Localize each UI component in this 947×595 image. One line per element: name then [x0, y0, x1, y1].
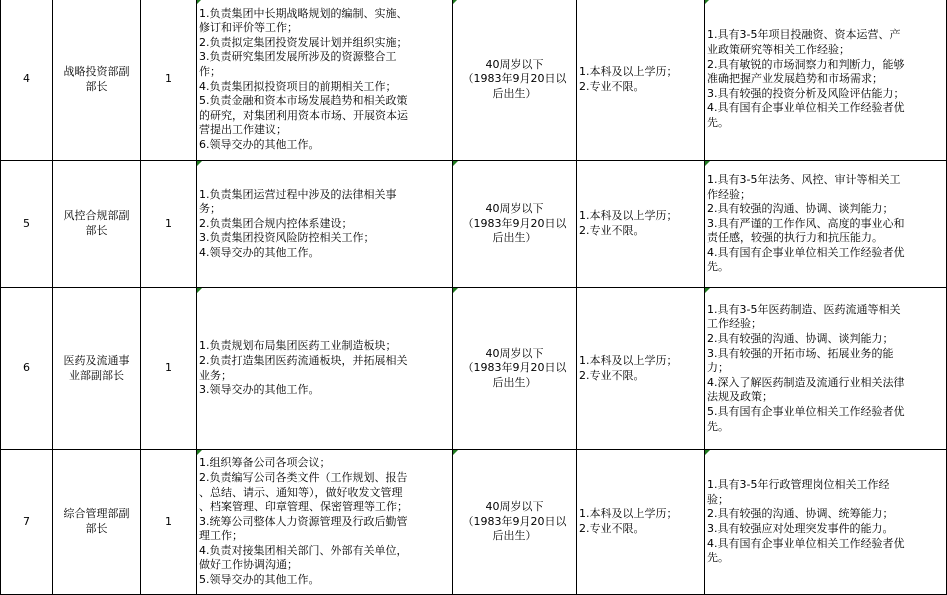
cell-line: 3.具有严谨的工作作风、高度的事业心和 — [707, 216, 905, 230]
cell-line: 40周岁以下 — [485, 500, 544, 514]
table-row — [1, 0, 947, 161]
cell-line: 2.具有较强的沟通、协调、谈判能力； — [707, 202, 894, 216]
table-row — [1, 450, 947, 595]
cell-line: 4.具有国有企事业单位相关工作经验者优 — [707, 245, 905, 259]
cell-education — [577, 161, 705, 288]
cell-line: 2.具有较强的沟通、协调、谈判能力； — [707, 332, 894, 346]
cell-line: 3.具有较强应对处理突发事件的能力。 — [707, 522, 894, 535]
cell-comment-marker — [453, 450, 458, 455]
table-row — [1, 161, 947, 288]
cell-line: 3.具有较强的开拓市场、拓展业务的能 — [707, 346, 894, 360]
cell-requirements — [705, 0, 947, 161]
cell-line: 作经验； — [707, 187, 751, 201]
cell-position — [53, 450, 141, 595]
cell-line: 5.领导交办的其他工作。 — [199, 573, 320, 587]
cell-line: 1.本科及以上学历； — [579, 507, 678, 521]
cell-line: 后出生） — [492, 86, 537, 100]
cell-number: 5 — [1, 161, 53, 288]
cell-comment-marker — [453, 0, 458, 4]
cell-line: 先。 — [707, 419, 729, 433]
cell-comment-marker — [453, 161, 458, 166]
cell-line: 3.领导交办的其他工作。 — [199, 383, 320, 397]
cell-education — [577, 288, 705, 450]
cell-line: 4.领导交办的其他工作。 — [199, 245, 320, 259]
cell-line: 2.专业不限。 — [579, 368, 645, 382]
cell-comment-marker — [197, 0, 202, 4]
cell-line: 1.本科及以上学历； — [579, 209, 678, 223]
cell-line: 1.组织筹备公司各项会议； — [199, 456, 331, 470]
cell-requirements — [705, 450, 947, 595]
cell-line: 业部副部长 — [69, 368, 124, 382]
cell-line: 4.深入了解医药制造及流通行业相关法律 — [707, 375, 905, 389]
cell-line: 业务； — [199, 368, 232, 382]
cell-line: 1.负责规划布局集团医药工业制造板块； — [199, 339, 397, 353]
cell-line: 部长 — [85, 224, 108, 237]
cell-line: 后出生） — [492, 529, 537, 543]
cell-headcount: 1 — [141, 0, 197, 161]
cell-comment-marker — [705, 161, 710, 166]
cell-comment-marker — [705, 288, 710, 293]
cell-position — [53, 288, 141, 450]
cell-line: 40周岁以下 — [485, 346, 544, 360]
cell-line: 4.具有国有企事业单位相关工作经验者优 — [707, 536, 905, 550]
cell-line: 部长 — [85, 522, 108, 535]
cell-line: 作； — [199, 64, 221, 78]
cell-line: 业政策研究等相关工作经验； — [707, 43, 850, 57]
cell-requirements — [705, 288, 947, 450]
cell-duties — [197, 450, 453, 595]
cell-comment-marker — [197, 288, 202, 293]
cell-line: 1.具有3-5年项目投融资、资本运营、产 — [707, 28, 901, 42]
cell-line: 1.具有3-5年行政管理岗位相关工作经 — [707, 478, 890, 492]
cell-line: 战略投资部副 — [63, 64, 130, 78]
table-row — [1, 288, 947, 450]
cell-age — [453, 161, 577, 288]
cell-line: 1.负责集团运营过程中涉及的法律相关事 — [199, 187, 397, 201]
cell-line: 2.负责打造集团医药流通板块，并拓展相关 — [199, 353, 408, 367]
cell-line: 1.本科及以上学历； — [579, 353, 678, 367]
cell-line: 修订和评价等工作； — [199, 21, 298, 35]
cell-line: 后出生） — [492, 375, 537, 389]
cell-line: 2.专业不限。 — [579, 79, 645, 93]
cell-education — [577, 450, 705, 595]
cell-line: 40周岁以下 — [485, 202, 544, 216]
cell-line: 先。 — [707, 115, 729, 129]
cell-line: 理工作； — [199, 529, 243, 543]
cell-line: 先。 — [707, 260, 729, 274]
cell-line: 3.负责研究集团发展所涉及的资源整合工 — [199, 50, 397, 64]
cell-duties — [197, 0, 453, 161]
cell-line: （1983年9月20日以 — [462, 72, 567, 86]
cell-age — [453, 450, 577, 595]
cell-duties — [197, 288, 453, 450]
cell-headcount: 1 — [141, 450, 197, 595]
cell-line: 医药及流通事 — [63, 353, 130, 367]
cell-line: 3.具有较强的投资分析及风险评估能力； — [707, 86, 905, 100]
cell-line: 务； — [199, 202, 221, 216]
cell-line: 营提出工作建议； — [199, 123, 287, 137]
cell-line: 的研究，对集团利用资本市场、开展资本运 — [199, 108, 408, 122]
cell-line: 4.具有国有企事业单位相关工作经验者优 — [707, 101, 905, 115]
cell-line: 、档案管理、印章管理、保密管理等工作； — [199, 500, 408, 514]
cell-line: 40周岁以下 — [485, 57, 544, 71]
cell-age — [453, 288, 577, 450]
cell-line: 2.具有较强的沟通、协调、统筹能力； — [707, 507, 894, 521]
cell-line: 2.负责编写公司各类文件（工作规划、报告 — [199, 470, 408, 484]
cell-line: 准确把握产业发展趋势和市场需求； — [707, 72, 883, 86]
cell-line: 责任感，较强的执行力和抗压能力。 — [707, 231, 883, 245]
cell-line: 1.具有3-5年法务、风控、审计等相关工 — [707, 172, 901, 186]
cell-line: 1.负责集团中长期战略规划的编制、实施、 — [199, 6, 408, 20]
cell-line: 4.负责集团拟投资项目的前期相关工作； — [199, 79, 397, 93]
cell-line: （1983年9月20日以 — [462, 514, 567, 528]
cell-line: 2.负责拟定集团投资发展计划并组织实施； — [199, 35, 408, 49]
cell-line: 法规及政策； — [707, 390, 773, 404]
cell-line: 验； — [707, 492, 729, 506]
cell-number: 6 — [1, 288, 53, 450]
cell-line: 2.专业不限。 — [579, 522, 645, 535]
cell-comment-marker — [705, 0, 710, 4]
cell-line: 、总结、请示、通知等），做好收发文管理 — [199, 485, 403, 499]
cell-line: 部长 — [85, 79, 108, 93]
cell-line: 先。 — [707, 551, 729, 565]
cell-line: 后出生） — [492, 231, 537, 245]
cell-headcount: 1 — [141, 161, 197, 288]
cell-line: 1.本科及以上学历； — [579, 64, 678, 78]
cell-comment-marker — [453, 288, 458, 293]
cell-line: 工作经验； — [707, 317, 762, 331]
cell-line: 4.负责对接集团相关部门、外部有关单位， — [199, 543, 408, 557]
cell-number: 7 — [1, 450, 53, 595]
cell-number: 4 — [1, 0, 53, 161]
cell-line: 2.专业不限。 — [579, 224, 645, 237]
cell-line: 风控合规部副 — [63, 209, 130, 223]
cell-line: （1983年9月20日以 — [462, 216, 567, 230]
cell-line: 6.领导交办的其他工作。 — [199, 137, 320, 151]
cell-line: 综合管理部副 — [63, 507, 130, 521]
cell-position — [53, 161, 141, 288]
cell-line: 5.负责金融和资本市场发展趋势和相关政策 — [199, 94, 408, 108]
cell-comment-marker — [705, 450, 710, 455]
cell-requirements — [705, 161, 947, 288]
cell-age — [453, 0, 577, 161]
cell-line: 做好工作协调沟通； — [199, 558, 298, 572]
cell-line: 1.具有3-5年医药制造、医药流通等相关 — [707, 302, 901, 316]
cell-line: （1983年9月20日以 — [462, 361, 567, 375]
cell-line: 5.具有国有企事业单位相关工作经验者优 — [707, 404, 905, 418]
cell-line: 2.具有敏锐的市场洞察力和判断力，能够 — [707, 57, 905, 71]
cell-line: 3.负责集团投资风险防控相关工作； — [199, 231, 375, 245]
cell-headcount: 1 — [141, 288, 197, 450]
cell-education — [577, 0, 705, 161]
cell-comment-marker — [197, 450, 202, 455]
cell-duties — [197, 161, 453, 288]
cell-line: 2.负责集团合规内控体系建设； — [199, 216, 353, 230]
cell-line: 力； — [707, 361, 729, 375]
cell-line: 3.统筹公司整体人力资源管理及行政后勤管 — [199, 514, 408, 528]
cell-position — [53, 0, 141, 161]
cell-comment-marker — [197, 161, 202, 166]
